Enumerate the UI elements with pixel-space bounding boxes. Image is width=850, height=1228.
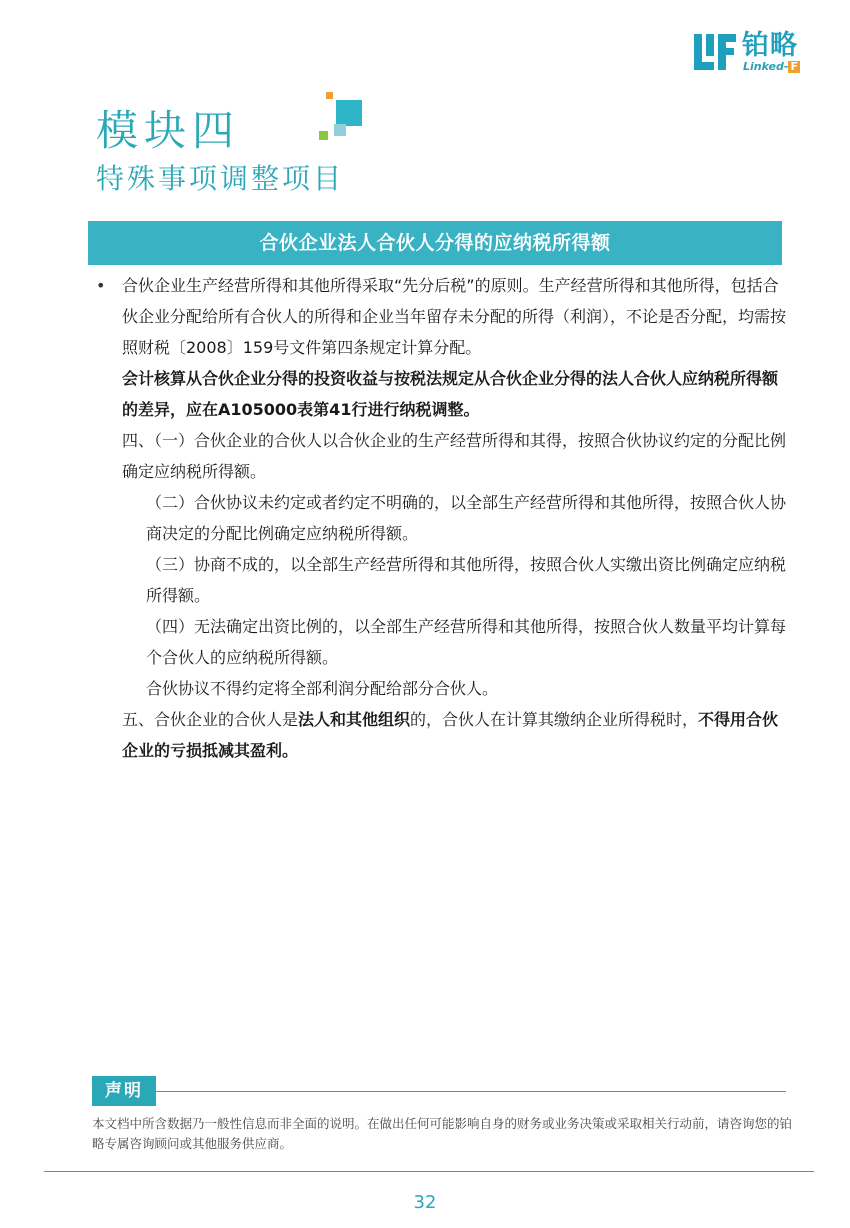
paragraph-item-4-3: （三）协商不成的，以全部生产经营所得和其他所得，按照合伙人实缴出资比例确定应纳税所得额。 xyxy=(146,555,787,605)
paragraph-item-4-2: （二）合伙协议未约定或者约定不明确的，以全部生产经营所得和其他所得，按照合伙人协商决定的分配比例确定应纳税所得额。 xyxy=(146,493,787,543)
paragraph-principle: 合伙企业生产经营所得和其他所得采取“先分后税”的原则。生产经营所得和其他所得，包括合伙企业分配给所有合伙人的所得和企业当年留存未分配的所得（利润），不论是否分配，均需按照财税〔2008〕159号文件第四条规定计算分配。 xyxy=(122,276,787,357)
paragraph-adjustment: 会计核算从合伙企业分得的投资收益与按税法规定从合伙企业分得的法人合伙人应纳税所得额的差异，应在A105000表第41行进行纳税调整。 xyxy=(122,369,779,419)
bullet-icon: • xyxy=(96,276,106,295)
body-content xyxy=(96,270,786,766)
module-title: 模块四 xyxy=(96,106,241,155)
notice-label: 声明 xyxy=(92,1076,156,1106)
deco-square-green xyxy=(319,131,328,140)
brand-name-en: Linked- F xyxy=(743,60,798,73)
page-number: 32 xyxy=(413,1192,437,1213)
notice-divider xyxy=(156,1091,786,1092)
deco-square-orange xyxy=(326,92,333,99)
brand-logo-icon xyxy=(694,32,736,72)
paragraph-item-5: 五、合伙企业的合伙人是法人和其他组织的，合伙人在计算其缴纳企业所得税时，不得用合伙企业的亏损抵减其盈利。 xyxy=(122,710,779,760)
paragraph-item-4-1: 四、（一）合伙企业的合伙人以合伙企业的生产经营所得和其得，按照合伙协议约定的分配比例确定应纳税所得额。 xyxy=(122,431,787,481)
footer-divider xyxy=(44,1171,814,1172)
notice-text: 本文档中所含数据乃一般性信息而非全面的说明。在做出任何可能影响自身的财务或业务决策或采取相关行动前，请咨询您的铂略专属咨询顾问或其他服务供应商。 xyxy=(92,1116,793,1151)
deco-square-teal-small xyxy=(334,124,346,136)
module-subtitle: 特殊事项调整项目 xyxy=(96,162,345,195)
paragraph-item-4-4: （四）无法确定出资比例的，以全部生产经营所得和其他所得，按照合伙人数量平均计算每个合伙人的应纳税所得额。 xyxy=(146,617,787,667)
brand-logo xyxy=(694,32,814,74)
deco-square-teal-large xyxy=(336,100,362,126)
brand-name-cn: 铂略 xyxy=(742,30,798,61)
section-banner: 合伙企业法人合伙人分得的应纳税所得额 xyxy=(88,221,782,265)
paragraph-agreement-note: 合伙协议不得约定将全部利润分配给部分合伙人。 xyxy=(146,679,499,698)
